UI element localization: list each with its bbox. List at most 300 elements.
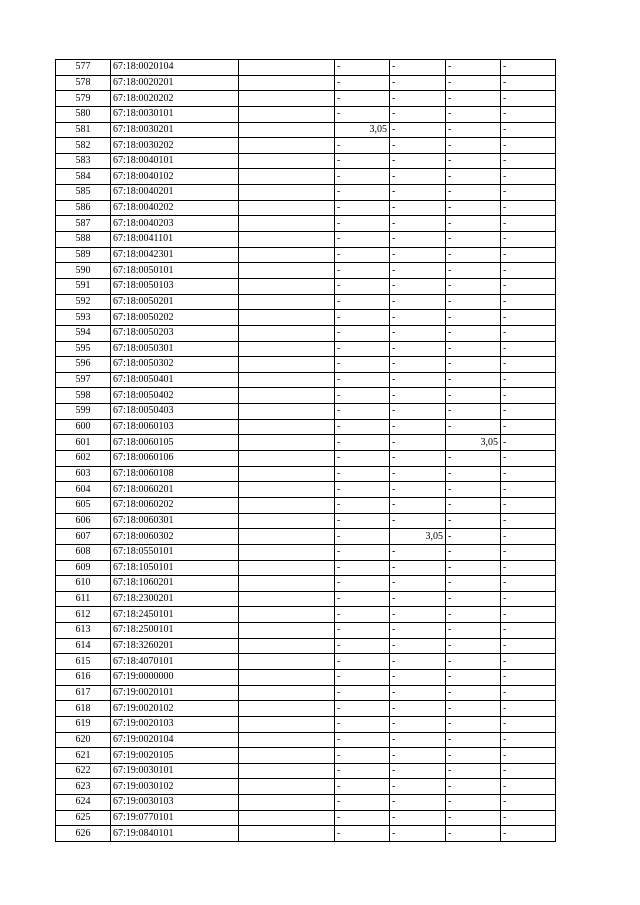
value-cell-4: - bbox=[501, 419, 556, 435]
value-cell-3: - bbox=[446, 810, 501, 826]
table-row bbox=[56, 795, 556, 811]
value-cell-1: - bbox=[335, 341, 390, 357]
cadastral-number-cell: 67:18:0040201 bbox=[111, 185, 239, 201]
value-cell-2: - bbox=[390, 497, 446, 513]
value-cell-3: - bbox=[446, 185, 501, 201]
value-cell-4: - bbox=[501, 278, 556, 294]
cadastral-number-cell: 67:19:0770101 bbox=[111, 810, 239, 826]
cadastral-number-cell: 67:19:0020104 bbox=[111, 732, 239, 748]
value-cell-2: - bbox=[390, 763, 446, 779]
value-cell-3: - bbox=[446, 795, 501, 811]
table-row bbox=[56, 325, 556, 341]
table-row bbox=[56, 185, 556, 201]
value-cell-3: - bbox=[446, 122, 501, 138]
value-cell-3: - bbox=[446, 654, 501, 670]
value-cell-1: - bbox=[335, 482, 390, 498]
value-cell-4: - bbox=[501, 341, 556, 357]
value-cell-1: - bbox=[335, 200, 390, 216]
cadastral-number-cell: 67:18:0050103 bbox=[111, 278, 239, 294]
value-cell-2: - bbox=[390, 263, 446, 279]
row-number-cell: 600 bbox=[56, 419, 111, 435]
blank-cell bbox=[239, 388, 335, 404]
value-cell-3: - bbox=[446, 357, 501, 373]
value-cell-2: - bbox=[390, 404, 446, 420]
value-cell-4: - bbox=[501, 435, 556, 451]
value-cell-2: - bbox=[390, 325, 446, 341]
cadastral-number-cell: 67:18:0060301 bbox=[111, 513, 239, 529]
cadastral-number-cell: 67:19:0030102 bbox=[111, 779, 239, 795]
value-cell-1: - bbox=[335, 263, 390, 279]
value-cell-4: - bbox=[501, 513, 556, 529]
table-row bbox=[56, 388, 556, 404]
cadastral-number-cell: 67:18:0030101 bbox=[111, 106, 239, 122]
row-number-cell: 592 bbox=[56, 294, 111, 310]
cadastral-number-cell: 67:18:4070101 bbox=[111, 654, 239, 670]
value-cell-1: - bbox=[335, 669, 390, 685]
value-cell-3: - bbox=[446, 388, 501, 404]
cadastral-number-cell: 67:19:0020102 bbox=[111, 701, 239, 717]
value-cell-4: - bbox=[501, 638, 556, 654]
value-cell-4: - bbox=[501, 372, 556, 388]
value-cell-1: - bbox=[335, 716, 390, 732]
cadastral-number-cell: 67:18:0050202 bbox=[111, 310, 239, 326]
value-cell-4: - bbox=[501, 169, 556, 185]
value-cell-2: - bbox=[390, 654, 446, 670]
value-cell-1: - bbox=[335, 388, 390, 404]
value-cell-3: - bbox=[446, 497, 501, 513]
cadastral-number-cell: 67:18:0050401 bbox=[111, 372, 239, 388]
row-number-cell: 612 bbox=[56, 607, 111, 623]
value-cell-3: - bbox=[446, 60, 501, 76]
cadastral-number-cell: 67:18:0050101 bbox=[111, 263, 239, 279]
value-cell-2: - bbox=[390, 607, 446, 623]
value-cell-2: - bbox=[390, 122, 446, 138]
value-cell-2: - bbox=[390, 826, 446, 842]
cadastral-number-cell: 67:18:0020201 bbox=[111, 75, 239, 91]
value-cell-4: - bbox=[501, 607, 556, 623]
value-cell-4: - bbox=[501, 247, 556, 263]
value-cell-1: - bbox=[335, 310, 390, 326]
cadastral-number-cell: 67:18:0042301 bbox=[111, 247, 239, 263]
value-cell-2: - bbox=[390, 153, 446, 169]
value-cell-1: - bbox=[335, 153, 390, 169]
table-row bbox=[56, 466, 556, 482]
cadastral-number-cell: 67:18:0060106 bbox=[111, 451, 239, 467]
value-cell-4: - bbox=[501, 701, 556, 717]
value-cell-1: 3,05 bbox=[335, 122, 390, 138]
value-cell-2: - bbox=[390, 779, 446, 795]
blank-cell bbox=[239, 310, 335, 326]
value-cell-3: - bbox=[446, 278, 501, 294]
value-cell-3: - bbox=[446, 623, 501, 639]
value-cell-1: - bbox=[335, 435, 390, 451]
cadastral-number-cell: 67:18:0060103 bbox=[111, 419, 239, 435]
table-row bbox=[56, 247, 556, 263]
value-cell-4: - bbox=[501, 263, 556, 279]
cadastral-number-cell: 67:19:0030101 bbox=[111, 763, 239, 779]
value-cell-4: - bbox=[501, 810, 556, 826]
blank-cell bbox=[239, 138, 335, 154]
value-cell-4: - bbox=[501, 623, 556, 639]
value-cell-2: - bbox=[390, 576, 446, 592]
value-cell-2: - bbox=[390, 810, 446, 826]
value-cell-1: - bbox=[335, 732, 390, 748]
value-cell-1: - bbox=[335, 560, 390, 576]
value-cell-1: - bbox=[335, 169, 390, 185]
value-cell-2: - bbox=[390, 185, 446, 201]
cadastral-number-cell: 67:19:0020103 bbox=[111, 716, 239, 732]
value-cell-1: - bbox=[335, 623, 390, 639]
value-cell-1: - bbox=[335, 294, 390, 310]
row-number-cell: 579 bbox=[56, 91, 111, 107]
table-row bbox=[56, 826, 556, 842]
table-row bbox=[56, 669, 556, 685]
row-number-cell: 616 bbox=[56, 669, 111, 685]
value-cell-2: - bbox=[390, 372, 446, 388]
value-cell-1: - bbox=[335, 247, 390, 263]
value-cell-2: - bbox=[390, 716, 446, 732]
value-cell-4: - bbox=[501, 591, 556, 607]
cadastral-number-cell: 67:18:0040102 bbox=[111, 169, 239, 185]
table-row bbox=[56, 560, 556, 576]
value-cell-2: - bbox=[390, 701, 446, 717]
value-cell-1: - bbox=[335, 591, 390, 607]
cadastral-number-cell: 67:19:0840101 bbox=[111, 826, 239, 842]
blank-cell bbox=[239, 560, 335, 576]
value-cell-3: - bbox=[446, 153, 501, 169]
value-cell-2: - bbox=[390, 544, 446, 560]
row-number-cell: 608 bbox=[56, 544, 111, 560]
row-number-cell: 586 bbox=[56, 200, 111, 216]
row-number-cell: 609 bbox=[56, 560, 111, 576]
value-cell-4: - bbox=[501, 75, 556, 91]
value-cell-2: - bbox=[390, 482, 446, 498]
value-cell-1: - bbox=[335, 763, 390, 779]
value-cell-4: - bbox=[501, 826, 556, 842]
value-cell-4: - bbox=[501, 357, 556, 373]
cadastral-number-cell: 67:19:0020101 bbox=[111, 685, 239, 701]
value-cell-3: - bbox=[446, 607, 501, 623]
value-cell-1: - bbox=[335, 138, 390, 154]
blank-cell bbox=[239, 294, 335, 310]
value-cell-2: - bbox=[390, 169, 446, 185]
row-number-cell: 618 bbox=[56, 701, 111, 717]
value-cell-4: - bbox=[501, 685, 556, 701]
value-cell-2: - bbox=[390, 795, 446, 811]
row-number-cell: 604 bbox=[56, 482, 111, 498]
table-row bbox=[56, 200, 556, 216]
row-number-cell: 596 bbox=[56, 357, 111, 373]
value-cell-4: - bbox=[501, 310, 556, 326]
value-cell-1: - bbox=[335, 795, 390, 811]
blank-cell bbox=[239, 701, 335, 717]
value-cell-2: - bbox=[390, 560, 446, 576]
value-cell-4: - bbox=[501, 138, 556, 154]
value-cell-2: - bbox=[390, 138, 446, 154]
row-number-cell: 582 bbox=[56, 138, 111, 154]
row-number-cell: 587 bbox=[56, 216, 111, 232]
row-number-cell: 581 bbox=[56, 122, 111, 138]
value-cell-3: 3,05 bbox=[446, 435, 501, 451]
value-cell-4: - bbox=[501, 466, 556, 482]
table-row bbox=[56, 607, 556, 623]
blank-cell bbox=[239, 153, 335, 169]
table-row bbox=[56, 591, 556, 607]
value-cell-2: - bbox=[390, 591, 446, 607]
blank-cell bbox=[239, 357, 335, 373]
value-cell-4: - bbox=[501, 294, 556, 310]
row-number-cell: 603 bbox=[56, 466, 111, 482]
blank-cell bbox=[239, 232, 335, 248]
row-number-cell: 610 bbox=[56, 576, 111, 592]
blank-cell bbox=[239, 216, 335, 232]
value-cell-1: - bbox=[335, 607, 390, 623]
blank-cell bbox=[239, 779, 335, 795]
value-cell-3: - bbox=[446, 263, 501, 279]
blank-cell bbox=[239, 607, 335, 623]
value-cell-2: - bbox=[390, 294, 446, 310]
cadastral-number-cell: 67:18:0050301 bbox=[111, 341, 239, 357]
value-cell-2: - bbox=[390, 748, 446, 764]
row-number-cell: 585 bbox=[56, 185, 111, 201]
row-number-cell: 593 bbox=[56, 310, 111, 326]
value-cell-1: - bbox=[335, 372, 390, 388]
value-cell-2: - bbox=[390, 435, 446, 451]
row-number-cell: 619 bbox=[56, 716, 111, 732]
row-number-cell: 611 bbox=[56, 591, 111, 607]
table-row bbox=[56, 810, 556, 826]
value-cell-3: - bbox=[446, 138, 501, 154]
value-cell-4: - bbox=[501, 669, 556, 685]
row-number-cell: 601 bbox=[56, 435, 111, 451]
value-cell-4: - bbox=[501, 451, 556, 467]
value-cell-3: - bbox=[446, 763, 501, 779]
value-cell-2: - bbox=[390, 75, 446, 91]
value-cell-2: - bbox=[390, 623, 446, 639]
row-number-cell: 588 bbox=[56, 232, 111, 248]
value-cell-3: - bbox=[446, 200, 501, 216]
cadastral-number-cell: 67:18:1060201 bbox=[111, 576, 239, 592]
row-number-cell: 595 bbox=[56, 341, 111, 357]
value-cell-4: - bbox=[501, 732, 556, 748]
value-cell-4: - bbox=[501, 544, 556, 560]
value-cell-2: 3,05 bbox=[390, 529, 446, 545]
blank-cell bbox=[239, 748, 335, 764]
table-row bbox=[56, 232, 556, 248]
value-cell-1: - bbox=[335, 529, 390, 545]
row-number-cell: 578 bbox=[56, 75, 111, 91]
value-cell-1: - bbox=[335, 106, 390, 122]
row-number-cell: 594 bbox=[56, 325, 111, 341]
value-cell-1: - bbox=[335, 451, 390, 467]
table-row bbox=[56, 513, 556, 529]
value-cell-1: - bbox=[335, 810, 390, 826]
cadastral-number-cell: 67:18:0060202 bbox=[111, 497, 239, 513]
value-cell-3: - bbox=[446, 701, 501, 717]
cadastral-number-cell: 67:18:2450101 bbox=[111, 607, 239, 623]
blank-cell bbox=[239, 278, 335, 294]
value-cell-4: - bbox=[501, 232, 556, 248]
blank-cell bbox=[239, 122, 335, 138]
value-cell-2: - bbox=[390, 247, 446, 263]
row-number-cell: 577 bbox=[56, 60, 111, 76]
table-row bbox=[56, 482, 556, 498]
value-cell-4: - bbox=[501, 497, 556, 513]
cadastral-number-cell: 67:18:0060105 bbox=[111, 435, 239, 451]
blank-cell bbox=[239, 60, 335, 76]
value-cell-1: - bbox=[335, 576, 390, 592]
row-number-cell: 597 bbox=[56, 372, 111, 388]
value-cell-2: - bbox=[390, 513, 446, 529]
table-row bbox=[56, 576, 556, 592]
value-cell-2: - bbox=[390, 357, 446, 373]
value-cell-1: - bbox=[335, 701, 390, 717]
table-row bbox=[56, 685, 556, 701]
row-number-cell: 590 bbox=[56, 263, 111, 279]
cadastral-number-cell: 67:18:0041101 bbox=[111, 232, 239, 248]
table-row bbox=[56, 544, 556, 560]
blank-cell bbox=[239, 763, 335, 779]
value-cell-1: - bbox=[335, 185, 390, 201]
value-cell-4: - bbox=[501, 200, 556, 216]
blank-cell bbox=[239, 169, 335, 185]
cadastral-number-cell: 67:18:0040202 bbox=[111, 200, 239, 216]
value-cell-1: - bbox=[335, 216, 390, 232]
table-row bbox=[56, 75, 556, 91]
table-row bbox=[56, 216, 556, 232]
value-cell-2: - bbox=[390, 685, 446, 701]
cadastral-number-cell: 67:18:0060302 bbox=[111, 529, 239, 545]
table-row bbox=[56, 263, 556, 279]
value-cell-3: - bbox=[446, 451, 501, 467]
value-cell-3: - bbox=[446, 748, 501, 764]
row-number-cell: 622 bbox=[56, 763, 111, 779]
row-number-cell: 614 bbox=[56, 638, 111, 654]
blank-cell bbox=[239, 795, 335, 811]
row-number-cell: 621 bbox=[56, 748, 111, 764]
blank-cell bbox=[239, 435, 335, 451]
value-cell-3: - bbox=[446, 826, 501, 842]
value-cell-3: - bbox=[446, 404, 501, 420]
table-row bbox=[56, 138, 556, 154]
table-row bbox=[56, 638, 556, 654]
blank-cell bbox=[239, 247, 335, 263]
value-cell-3: - bbox=[446, 576, 501, 592]
value-cell-2: - bbox=[390, 466, 446, 482]
table-row bbox=[56, 654, 556, 670]
value-cell-2: - bbox=[390, 60, 446, 76]
row-number-cell: 615 bbox=[56, 654, 111, 670]
blank-cell bbox=[239, 716, 335, 732]
row-number-cell: 606 bbox=[56, 513, 111, 529]
row-number-cell: 583 bbox=[56, 153, 111, 169]
cadastral-number-cell: 67:18:0050203 bbox=[111, 325, 239, 341]
value-cell-3: - bbox=[446, 341, 501, 357]
table-row bbox=[56, 60, 556, 76]
blank-cell bbox=[239, 685, 335, 701]
cadastral-number-cell: 67:18:0060201 bbox=[111, 482, 239, 498]
value-cell-1: - bbox=[335, 404, 390, 420]
blank-cell bbox=[239, 544, 335, 560]
value-cell-4: - bbox=[501, 482, 556, 498]
row-number-cell: 580 bbox=[56, 106, 111, 122]
table-row bbox=[56, 169, 556, 185]
row-number-cell: 624 bbox=[56, 795, 111, 811]
table-row bbox=[56, 357, 556, 373]
table-row bbox=[56, 701, 556, 717]
table-row bbox=[56, 779, 556, 795]
value-cell-1: - bbox=[335, 826, 390, 842]
value-cell-3: - bbox=[446, 591, 501, 607]
value-cell-2: - bbox=[390, 451, 446, 467]
value-cell-4: - bbox=[501, 106, 556, 122]
cadastral-number-cell: 67:18:0050403 bbox=[111, 404, 239, 420]
value-cell-3: - bbox=[446, 529, 501, 545]
value-cell-3: - bbox=[446, 325, 501, 341]
data-table bbox=[55, 59, 556, 842]
blank-cell bbox=[239, 591, 335, 607]
row-number-cell: 584 bbox=[56, 169, 111, 185]
blank-cell bbox=[239, 638, 335, 654]
cadastral-number-cell: 67:18:0050302 bbox=[111, 357, 239, 373]
value-cell-3: - bbox=[446, 216, 501, 232]
value-cell-4: - bbox=[501, 529, 556, 545]
row-number-cell: 591 bbox=[56, 278, 111, 294]
blank-cell bbox=[239, 654, 335, 670]
blank-cell bbox=[239, 497, 335, 513]
value-cell-1: - bbox=[335, 779, 390, 795]
cadastral-number-cell: 67:18:3260201 bbox=[111, 638, 239, 654]
value-cell-3: - bbox=[446, 294, 501, 310]
value-cell-1: - bbox=[335, 325, 390, 341]
table-row bbox=[56, 372, 556, 388]
value-cell-1: - bbox=[335, 466, 390, 482]
value-cell-1: - bbox=[335, 685, 390, 701]
cadastral-number-cell: 67:18:0030202 bbox=[111, 138, 239, 154]
value-cell-2: - bbox=[390, 732, 446, 748]
cadastral-number-cell: 67:18:1050101 bbox=[111, 560, 239, 576]
row-number-cell: 625 bbox=[56, 810, 111, 826]
cadastral-number-cell: 67:19:0000000 bbox=[111, 669, 239, 685]
value-cell-3: - bbox=[446, 513, 501, 529]
value-cell-4: - bbox=[501, 325, 556, 341]
blank-cell bbox=[239, 263, 335, 279]
blank-cell bbox=[239, 75, 335, 91]
cadastral-number-cell: 67:18:0040101 bbox=[111, 153, 239, 169]
table-row bbox=[56, 419, 556, 435]
row-number-cell: 626 bbox=[56, 826, 111, 842]
value-cell-4: - bbox=[501, 60, 556, 76]
table-row bbox=[56, 122, 556, 138]
value-cell-4: - bbox=[501, 795, 556, 811]
blank-cell bbox=[239, 419, 335, 435]
row-number-cell: 598 bbox=[56, 388, 111, 404]
value-cell-1: - bbox=[335, 232, 390, 248]
value-cell-1: - bbox=[335, 748, 390, 764]
row-number-cell: 617 bbox=[56, 685, 111, 701]
value-cell-3: - bbox=[446, 544, 501, 560]
value-cell-3: - bbox=[446, 482, 501, 498]
row-number-cell: 623 bbox=[56, 779, 111, 795]
row-number-cell: 605 bbox=[56, 497, 111, 513]
row-number-cell: 607 bbox=[56, 529, 111, 545]
value-cell-1: - bbox=[335, 91, 390, 107]
blank-cell bbox=[239, 185, 335, 201]
value-cell-2: - bbox=[390, 419, 446, 435]
value-cell-2: - bbox=[390, 216, 446, 232]
cadastral-number-cell: 67:18:0020202 bbox=[111, 91, 239, 107]
value-cell-3: - bbox=[446, 91, 501, 107]
